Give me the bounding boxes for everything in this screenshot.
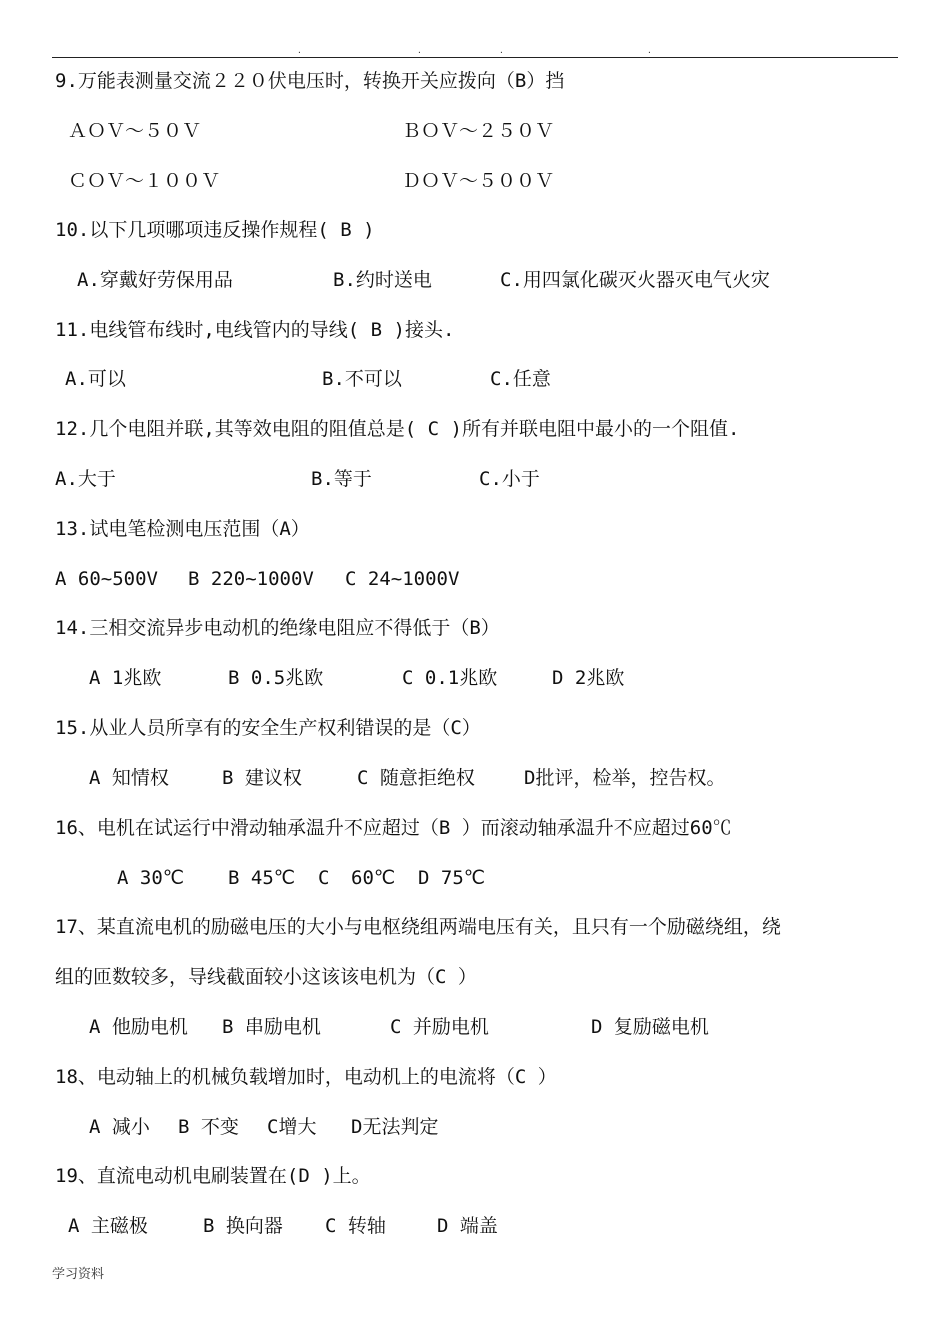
q18-option-b: B 不变 <box>178 1116 239 1138</box>
q17-option-b: B 串励电机 <box>222 1016 321 1038</box>
q10-option-a: A.穿戴好劳保用品 <box>77 269 233 291</box>
question-17-cont: 组的匝数较多，导线截面较小这该该电机为（C ） <box>55 966 477 988</box>
header-dot: . <box>499 46 504 55</box>
q19-option-c: C 转轴 <box>325 1215 386 1237</box>
q9-option-d: ＤＯＶ～５００Ｖ <box>402 170 555 192</box>
q11-option-c: C.任意 <box>490 368 551 390</box>
header-dot: . <box>647 46 652 55</box>
q17-option-d: D 复励磁电机 <box>591 1016 709 1038</box>
question-10: 10.以下几项哪项违反操作规程( B ) <box>55 219 375 241</box>
q13-option-b: B 220~1000V <box>188 568 314 590</box>
q14-option-b: B 0.5兆欧 <box>228 667 324 689</box>
q15-option-a: A 知情权 <box>89 767 169 789</box>
q19-option-a: A 主磁极 <box>68 1215 148 1237</box>
q13-option-c: C 24~1000V <box>345 568 460 590</box>
q14-option-a: A 1兆欧 <box>89 667 162 689</box>
q19-option-b: B 换向器 <box>203 1215 283 1237</box>
q17-option-a: A 他励电机 <box>89 1016 188 1038</box>
q16-option-b: B 45℃ <box>228 867 296 889</box>
q15-option-b: B 建议权 <box>222 767 302 789</box>
q18-option-a: A 减小 <box>89 1116 150 1138</box>
q16-option-d: D 75℃ <box>418 867 486 889</box>
q12-option-c: C.小于 <box>479 468 540 490</box>
question-9: 9.万能表测量交流２２０伏电压时，转换开关应拨向（B）挡 <box>55 70 565 92</box>
q13-option-a: A 60~500V <box>55 568 158 590</box>
q9-option-c: ＣＯＶ～１００Ｖ <box>68 170 221 192</box>
q14-option-d: D 2兆欧 <box>552 667 625 689</box>
q10-option-b: B.约时送电 <box>333 269 432 291</box>
question-15: 15.从业人员所享有的安全生产权利错误的是（C） <box>55 717 481 739</box>
q16-option-c: C <box>318 867 330 889</box>
q11-option-b: B.不可以 <box>322 368 402 390</box>
question-12: 12.几个电阻并联,其等效电阻的阻值总是( C )所有并联电阻中最小的一个阻值. <box>55 418 740 440</box>
q18-option-c: C增大 <box>267 1116 317 1138</box>
q11-option-a: A.可以 <box>65 368 126 390</box>
header-dot: . <box>297 46 302 55</box>
question-18: 18、电动轴上的机械负载增加时，电动机上的电流将（C ） <box>55 1066 557 1088</box>
q17-option-c: C 并励电机 <box>390 1016 489 1038</box>
q12-option-a: A.大于 <box>55 468 116 490</box>
q19-option-d: D 端盖 <box>437 1215 498 1237</box>
question-13: 13.试电笔检测电压范围（A） <box>55 518 310 540</box>
q14-option-c: C 0.1兆欧 <box>402 667 498 689</box>
question-11: 11.电线管布线时,电线管内的导线( B )接头. <box>55 319 455 341</box>
question-19: 19、直流电动机电刷装置在(D )上。 <box>55 1165 371 1187</box>
header-dot: . <box>417 46 422 55</box>
q9-option-a: ＡＯＶ～５０Ｖ <box>68 120 202 142</box>
q18-option-d: D无法判定 <box>351 1116 439 1138</box>
question-17: 17、某直流电机的励磁电压的大小与电枢绕组两端电压有关，且只有一个励磁绕组，绕 <box>55 916 781 938</box>
q15-option-d: D批评，检举，控告权。 <box>524 767 726 789</box>
question-14: 14.三相交流异步电动机的绝缘电阻应不得低于（B） <box>55 617 500 639</box>
footer-label: 学习资料 <box>52 1267 105 1282</box>
q9-option-b: ＢＯＶ～２５０Ｖ <box>402 120 555 142</box>
q12-option-b: B.等于 <box>311 468 372 490</box>
q16-option-c-value: 60℃ <box>351 867 396 889</box>
q10-option-c: C.用四氯化碳灭火器灭电气火灾 <box>500 269 770 291</box>
q16-option-a: A 30℃ <box>117 867 185 889</box>
q15-option-c: C 随意拒绝权 <box>357 767 475 789</box>
header-rule <box>52 57 898 58</box>
question-16: 16、电机在试运行中滑动轴承温升不应超过（B ）而滚动轴承温升不应超过60℃ <box>55 817 732 839</box>
